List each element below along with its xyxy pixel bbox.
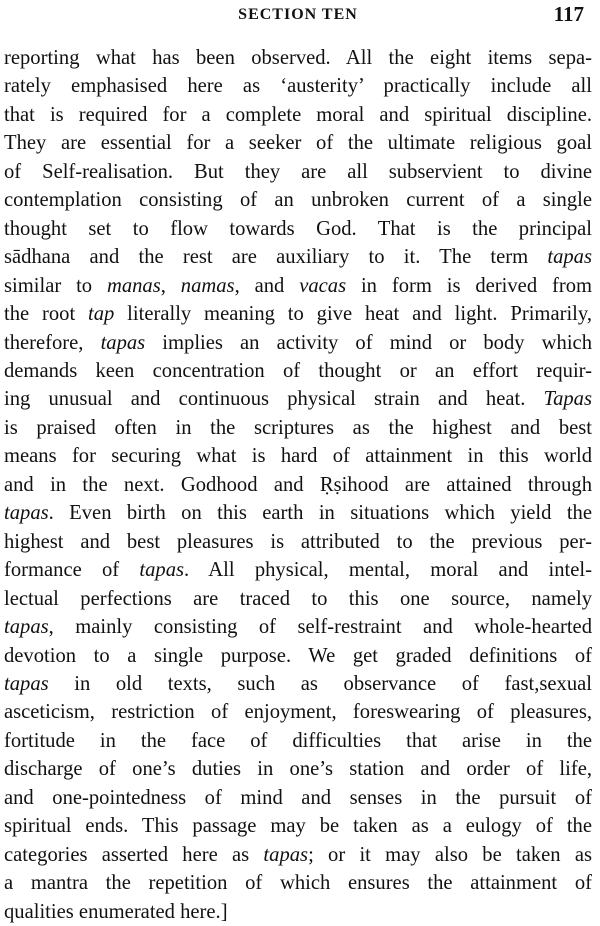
text-segment: demands keen concentration of thought or an effort requir- — [4, 359, 592, 382]
text-line — [4, 898, 592, 926]
text-segment: asceticism, restriction of enjoyment, foreswearing of pleasures, — [4, 701, 592, 724]
running-head: SECTION TEN — [238, 6, 358, 23]
text-segment: means for securing what is hard of attainment in this world — [4, 445, 592, 468]
text-segment: literally meaning to give heat and light. Primarily, — [114, 303, 592, 326]
body-paragraph — [4, 44, 592, 926]
text-line — [4, 357, 592, 385]
text-segment: spiritual ends. This passage may be taken as a eulogy of the — [4, 815, 592, 838]
text-segment: discharge of one’s duties in one’s station and order of life, — [4, 758, 592, 781]
text-line — [4, 186, 592, 214]
text-segment: formance of — [4, 559, 140, 582]
text-segment: that is required for a complete moral and spiritual discipline. — [4, 103, 592, 126]
text-segment: . Even birth on this earth in situations which yield the — [48, 502, 592, 525]
text-segment: , — [160, 274, 181, 297]
text-segment: therefore, — [4, 331, 101, 354]
italic-term: manas — [106, 274, 161, 297]
text-segment: , mainly consisting of self-restraint and whole-hearted — [48, 616, 592, 639]
text-line — [4, 329, 592, 357]
text-line — [4, 528, 592, 556]
text-segment: similar to — [4, 274, 107, 297]
text-line — [4, 499, 592, 527]
italic-term: Tapas — [543, 388, 592, 411]
text-segment: ; or it may also be taken as — [308, 843, 592, 866]
text-segment: reporting what has been observed. All the eight items sepa- — [4, 47, 592, 69]
text-segment: . All physical, mental, moral and intel- — [184, 559, 592, 582]
text-line — [4, 471, 592, 499]
text-segment: the root — [4, 303, 89, 326]
italic-term: tapas — [100, 331, 146, 354]
text-line — [4, 243, 592, 271]
text-segment: rately emphasised here as ‘austerity’ practically include all — [4, 75, 592, 98]
text-segment: in old texts, such as observance of fast,sexual — [48, 672, 592, 695]
text-line — [4, 613, 592, 641]
text-line — [4, 414, 592, 442]
text-segment: in form is derived from — [346, 274, 593, 297]
text-line — [4, 442, 592, 470]
text-line — [4, 784, 592, 812]
italic-term: tapas — [4, 502, 49, 525]
text-segment: sādhana and the rest are auxiliary to it. The term — [4, 246, 548, 269]
text-segment: implies an activity of mind or body which — [145, 331, 592, 354]
text-line — [4, 755, 592, 783]
text-line — [4, 812, 592, 840]
text-segment: highest and best pleasures is attributed to the previous per- — [4, 530, 592, 553]
italic-term: tapas — [547, 246, 592, 269]
text-segment: categories asserted here as — [4, 843, 264, 866]
italic-term: tapas — [263, 843, 309, 866]
text-segment: ing unusual and continuous physical strain and heat. — [4, 388, 544, 411]
page-number: 117 — [553, 2, 584, 26]
text-segment: and one-pointedness of mind and senses in the pursuit of — [4, 786, 592, 809]
text-segment: qualities enumerated here.] — [4, 900, 228, 923]
text-line — [4, 642, 592, 670]
text-line — [4, 272, 592, 300]
text-segment: lectual perfections are traced to this one source, namely — [4, 587, 592, 610]
text-line — [4, 556, 592, 584]
italic-term: tapas — [4, 672, 49, 695]
italic-term: tapas — [4, 616, 49, 639]
text-segment: contemplation consisting of an unbroken current of a single — [4, 189, 592, 212]
text-segment: fortitude in the face of difficulties that arise in the — [4, 729, 592, 752]
text-segment: They are essential for a seeker of the ultimate religious goal — [4, 132, 592, 155]
text-segment: , and — [234, 274, 300, 297]
italic-term: vacas — [299, 274, 347, 297]
text-line — [4, 72, 592, 100]
text-line — [4, 44, 592, 72]
italic-term: tapas — [139, 559, 185, 582]
text-line — [4, 841, 592, 869]
text-line — [4, 385, 592, 413]
text-segment: thought set to flow towards God. That is the principal — [4, 217, 592, 240]
italic-term: tap — [88, 303, 115, 326]
text-line — [4, 585, 592, 613]
text-line — [4, 869, 592, 897]
text-segment: and in the next. Godhood and Ṛṣihood are attained through — [4, 473, 592, 496]
text-line — [4, 158, 592, 186]
text-segment: of Self-realisation. But they are all subservient to divine — [4, 160, 592, 183]
page-header — [4, 0, 592, 44]
text-line — [4, 129, 592, 157]
text-line — [4, 698, 592, 726]
text-line — [4, 727, 592, 755]
text-segment: is praised often in the scriptures as the highest and best — [4, 416, 592, 439]
text-line — [4, 101, 592, 129]
text-line — [4, 670, 592, 698]
italic-term: namas — [180, 274, 235, 297]
text-segment: a mantra the repetition of which ensures the attainment of — [4, 872, 592, 895]
text-line — [4, 215, 592, 243]
text-segment: devotion to a single purpose. We get graded definitions of — [4, 644, 592, 667]
text-line — [4, 300, 592, 328]
